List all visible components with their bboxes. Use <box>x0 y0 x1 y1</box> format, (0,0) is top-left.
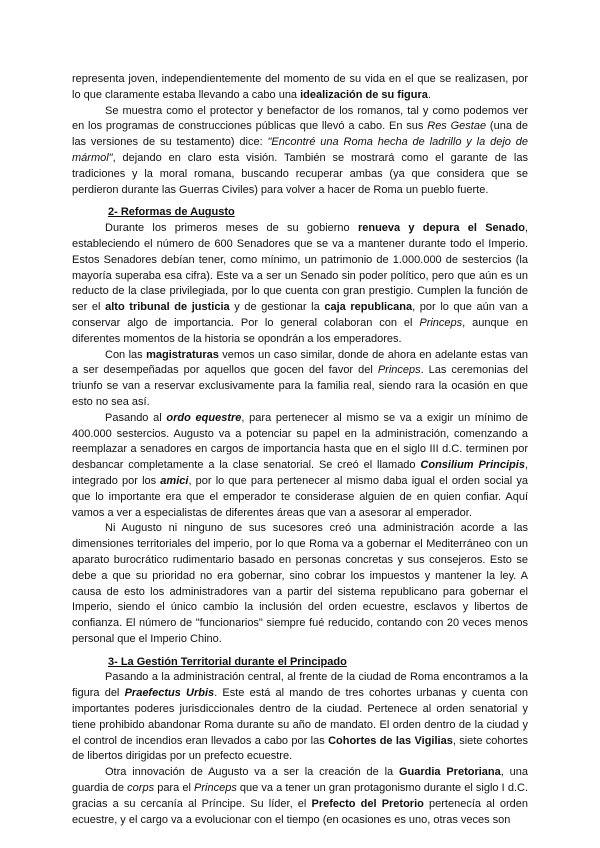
text-run: , integrado por los <box>72 459 528 487</box>
bold-term-tribunal: alto tribunal de justicia <box>105 301 230 314</box>
paragraph-senado <box>72 221 528 347</box>
paragraph-administracion: Ni Augusto ni ninguno de sus sucesores creó una administración acorde a las dimensiones territoriales del imperio, por lo que Roma va a gobernar el Mediterráneo con un aparato burocrático rudimentario basado en personas concretas y sus consejeros. Esto se debe a que su prioridad no era gobernar, sino cobrar los impuestos y mantener la ley. A causa de esto los administradores van a partir del sistema republicano para gobernar el Imperio, siendo el único cambio la inclusión del orden ecuestre, esclavos y libertos de confianza. El número de "funcionarios" siempre fué reducido, contando con 20 veces menos personal que el Imperio Chino. <box>72 522 528 645</box>
text-run: que va a tener un gran protagonismo durante el siglo I d.C. gracias a su cercanía al Príncipe. Su líder, el <box>72 782 528 810</box>
text-run: , una guardia de <box>72 766 528 795</box>
paragraph-magistraturas <box>72 348 528 411</box>
text-run: , siete cohortes de libertos dirigidas por un prefecto ecuestre. <box>72 734 529 763</box>
text-run: , para pertenecer al mismo se va a exigir un mínimo de 400.000 sestercios. Augusto va a potenciar su papel en la administración, comenzando a reemplazar a senadores en cargos de importancia hasta que en el siglo III d.C. terminen por desbancar completamente a la clase senatorial. Se creó el llamado <box>72 411 528 472</box>
italic-term-res-gestae: Res Gestae <box>427 120 487 133</box>
text-run: Con las <box>105 348 147 361</box>
text-run: , dejando en claro esta visión. También se mostrará como el garante de las tradiciones y la moral romana, buscando recuperar ambas (ya que considera que se perdieron durante las Guerras Civiles) para volver a hacer de Roma un pueblo fuerte. <box>72 151 528 196</box>
bold-term-idealizacion: idealización de su figura <box>300 88 428 101</box>
italic-term-princeps: Princeps <box>194 782 237 795</box>
paragraph-res-gestae <box>72 104 528 199</box>
paragraph-idealizacion <box>72 72 528 104</box>
section-heading-reformas: 2- Reformas de Augusto <box>108 206 235 219</box>
text-run: representa joven, independientemente del momento de su vida en el que se realizasen, por lo que claramente estaba llevando a cabo una <box>72 73 528 101</box>
text-run: . <box>427 88 431 101</box>
bold-term-vigilias: Cohortes de las Vigilias <box>328 734 453 747</box>
text-run: Pasando a la administración central, al frente de la ciudad de Roma encontramos a la figura del <box>72 671 528 700</box>
text-run: y de gestionar la <box>229 301 325 314</box>
text-run: vemos un caso similar, donde de ahora en adelante estas van a ser desempeñadas por aquellos que gocen del favor del <box>72 348 529 377</box>
text-run: (una de las versiones de su testamento) dice: <box>72 120 528 149</box>
text-run: . Este está al mando de tres cohortes urbanas y cuenta con importantes poderes jurisdiccionales dentro de la ciudad. Pertenece al orden senatorial y tiene prohibido abandonar Roma durante su año de mandato. El orden dentro de la ciudad y el control de incendios eran llevados a cabo por las <box>72 687 528 747</box>
italic-term-princeps: Princeps <box>419 316 463 329</box>
text-run: , estableciendo el número de 600 Senadores que se va a mantener durante todo el Imperio. Estos Senadores debían tener, como mínimo, un patrimonio de 1.000.000 de sestercios (la mayoría superaba esa cifra). Este va a ser un Senado sin poder político, pero que aún es un reducto de la clase privilegiada, por lo que cuenta con gran prestigio. Cumplen la función de ser el <box>72 222 528 314</box>
bold-term-caja: caja republicana <box>324 301 413 314</box>
bold-italic-term-ordo: ordo equestre <box>166 411 242 424</box>
section-heading-gestion-territorial: 3- La Gestión Territorial durante el Principado <box>108 655 347 668</box>
italic-term-princeps: Princeps <box>377 364 421 377</box>
bold-italic-term-amici: amici <box>160 474 189 487</box>
bold-term-senado: renueva y depura el Senado <box>357 222 525 235</box>
text-run: , aunque en diferentes momentos de la historia se opondrán a los emperadores. <box>72 316 528 345</box>
document-page <box>72 72 528 828</box>
italic-term-corps: corps <box>127 782 155 795</box>
bold-italic-term-praefectus: Praefectus Urbis <box>124 687 215 700</box>
text-run: , por lo que para pertenecer al mismo daba igual el orden social ya que lo importante era que el emperador te considerase alguien de en quien confiar. Aquí vamos a ver a especialistas de diferentes áreas que van a asesorar al emperador. <box>72 474 528 519</box>
text-run: . Las ceremonias del triunfo se van a reservar exclusivamente para la familia real, siendo rara la ocasión en que esto no sea así. <box>72 364 528 408</box>
bold-italic-term-consilium: Consilium Principis <box>420 459 525 472</box>
text-run: Pasando al <box>105 411 167 424</box>
text-run: pertenecía al orden ecuestre, y el cargo va a evolucionar con el tiempo (en ocasiones es uno, otras veces son <box>72 797 528 826</box>
bold-term-guardia: Guardia Pretoriana <box>398 766 501 779</box>
italic-quote: "Encontré una Roma hecha de ladrillo y la dejo de mármol" <box>72 136 528 164</box>
bold-term-prefecto: Prefecto del Pretorio <box>311 797 424 810</box>
text-run: Durante los primeros meses de su gobierno <box>105 222 358 235</box>
paragraph-guardia-pretoriana <box>72 765 528 828</box>
text-run: para el <box>154 782 195 795</box>
text-run: , por lo que aún van a conservar algo de importancia. Por lo general colaboran con el <box>72 301 528 329</box>
bold-term-magistraturas: magistraturas <box>146 348 219 361</box>
paragraph-ordo-equestre <box>72 411 528 522</box>
text-run: Otra innovación de Augusto va a ser la creación de la <box>105 766 399 779</box>
text-run: Se muestra como el protector y benefactor de los romanos, tal y como podemos ver en los programas de construcciones públicas que llevó a cabo. En sus <box>72 104 528 133</box>
paragraph-praefectus <box>72 670 528 765</box>
